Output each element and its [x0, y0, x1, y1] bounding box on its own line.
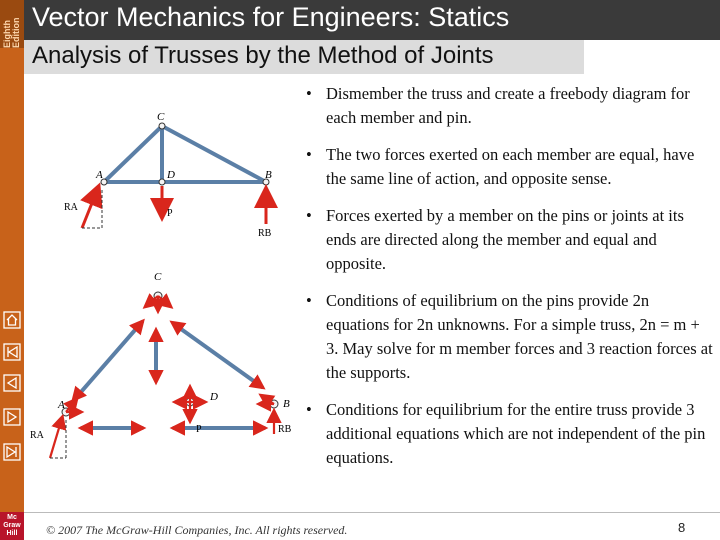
fbd-label-c: C — [154, 271, 162, 283]
edition-badge — [0, 0, 24, 48]
fbd-label-a: A — [58, 399, 65, 411]
separated-members — [74, 322, 264, 428]
label-d: D — [167, 169, 175, 181]
pin-c-forces — [146, 296, 170, 310]
truss-diagram — [24, 100, 294, 245]
bullet-item: • Conditions for equilibrium for the entire truss provide 3 additional equations which are not independent of the pin equations. — [304, 398, 714, 470]
fbd-label-ra: RA — [30, 430, 44, 441]
title-bar — [24, 0, 720, 40]
previous-slide-icon[interactable] — [3, 374, 21, 392]
member-force-arrows — [74, 322, 264, 428]
label-c: C — [157, 111, 165, 123]
label-rb: RB — [258, 228, 272, 239]
next-slide-icon[interactable] — [3, 408, 21, 426]
label-p: P — [167, 208, 173, 219]
bullet-item: • The two forces exerted on each member are equal, have the same line of action, and opposite sense. — [304, 143, 714, 191]
pin-d-forces — [176, 388, 204, 420]
fbd-label-d: D — [210, 391, 218, 403]
reaction-a-arrow — [82, 188, 98, 228]
last-slide-icon[interactable] — [3, 443, 21, 461]
label-a: A — [96, 169, 103, 181]
bullet-item: • Conditions of equilibrium on the pins provide 2n equations for 2n unknowns. For a simple truss, 2n = m + 3. May solve for m member forces and 3 reaction forces at the supports. — [304, 289, 714, 385]
freebody-diagram — [24, 262, 304, 472]
bullet-list — [304, 82, 714, 483]
label-b: B — [265, 169, 272, 181]
page-number: 8 — [678, 520, 686, 535]
fbd-label-p: P — [196, 424, 202, 435]
subtitle-bar — [24, 40, 584, 74]
edition-label: Eighth Edition — [2, 17, 21, 48]
truss-members — [104, 126, 266, 182]
publisher-logo: Mc Graw Hill — [0, 512, 24, 540]
copyright: © 2007 The McGraw-Hill Companies, Inc. All rights reserved. — [46, 523, 348, 537]
bullet-item: • Dismember the truss and create a freebody diagram for each member and pin. — [304, 82, 714, 130]
footer-divider — [24, 512, 720, 513]
bullet-item: • Forces exerted by a member on the pins or joints at its ends are directed along the member and equal and opposite. — [304, 204, 714, 276]
fbd-label-rb: RB — [278, 424, 292, 435]
slide-subtitle: Analysis of Trusses by the Method of Joints — [32, 42, 494, 69]
page-title: Vector Mechanics for Engineers: Statics — [32, 2, 510, 32]
home-icon[interactable] — [3, 311, 21, 329]
label-ra: RA — [64, 202, 78, 213]
first-slide-icon[interactable] — [3, 343, 21, 361]
fbd-label-b: B — [283, 398, 290, 410]
